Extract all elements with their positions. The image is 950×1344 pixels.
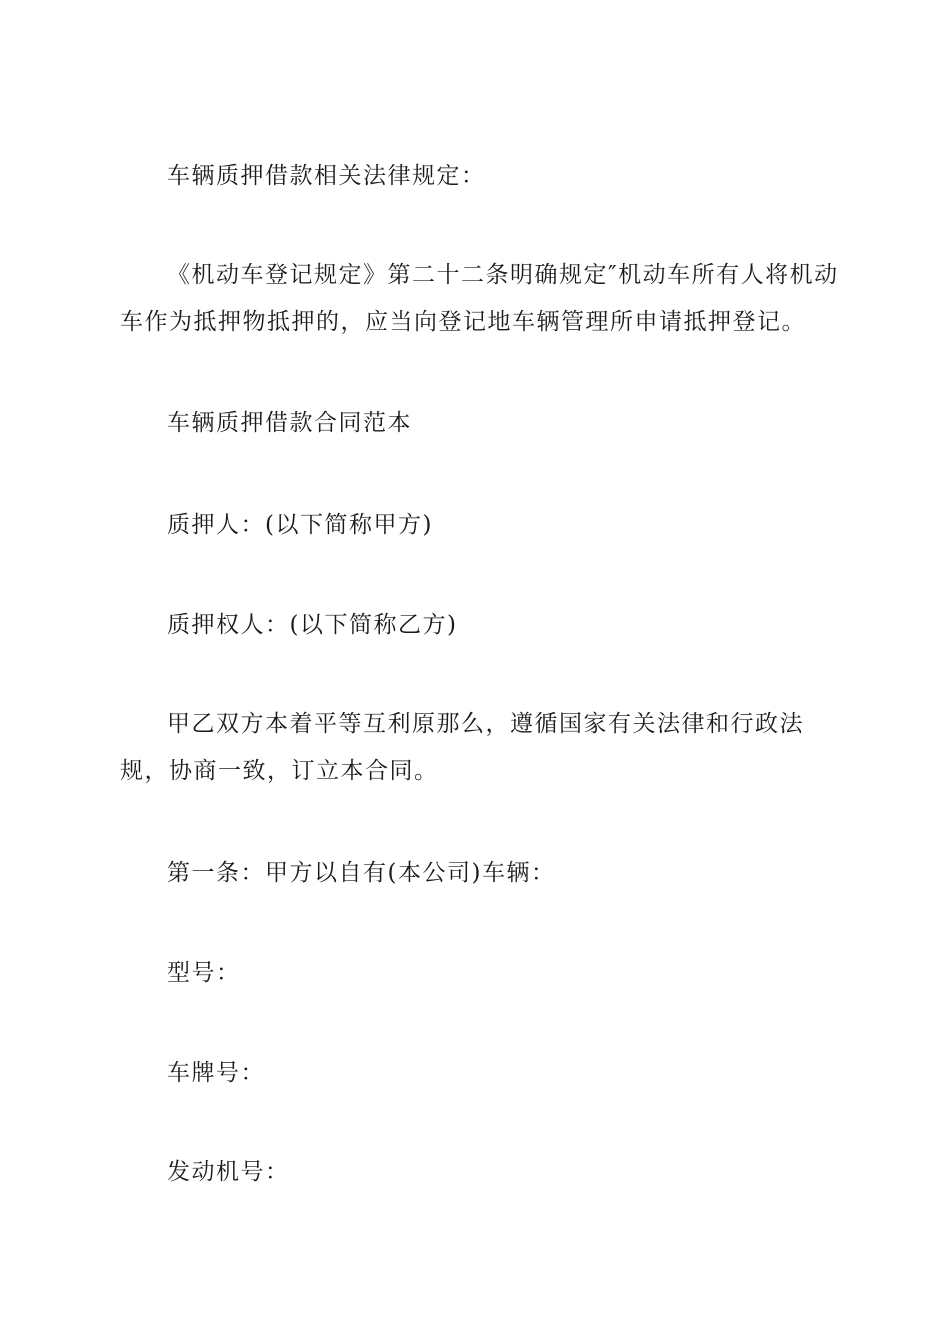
paragraph-registration-regulation: 《机动车登记规定》第二十二条明确规定″机动车所有人将机动车作为抵押物抵押的，应当向登记地车辆管理所申请抵押登记。 <box>120 262 839 335</box>
field-pledgee: 质押权人：(以下简称乙方) <box>167 612 458 638</box>
field-model: 型号： <box>167 960 241 986</box>
field-pledgor: 质押人：(以下简称甲方) <box>167 512 433 538</box>
field-engine-number: 发动机号： <box>167 1159 290 1185</box>
section-heading-contract-template: 车辆质押借款合同范本 <box>167 410 412 436</box>
paragraph-agreement-preamble: 甲乙双方本着平等互利原那么，遵循国家有关法律和行政法规，协商一致，订立本合同。 <box>120 711 804 784</box>
section-heading-legal-provisions: 车辆质押借款相关法律规定： <box>167 163 486 189</box>
field-plate-number: 车牌号： <box>167 1060 265 1086</box>
article-one: 第一条：甲方以自有(本公司)车辆： <box>167 860 556 886</box>
